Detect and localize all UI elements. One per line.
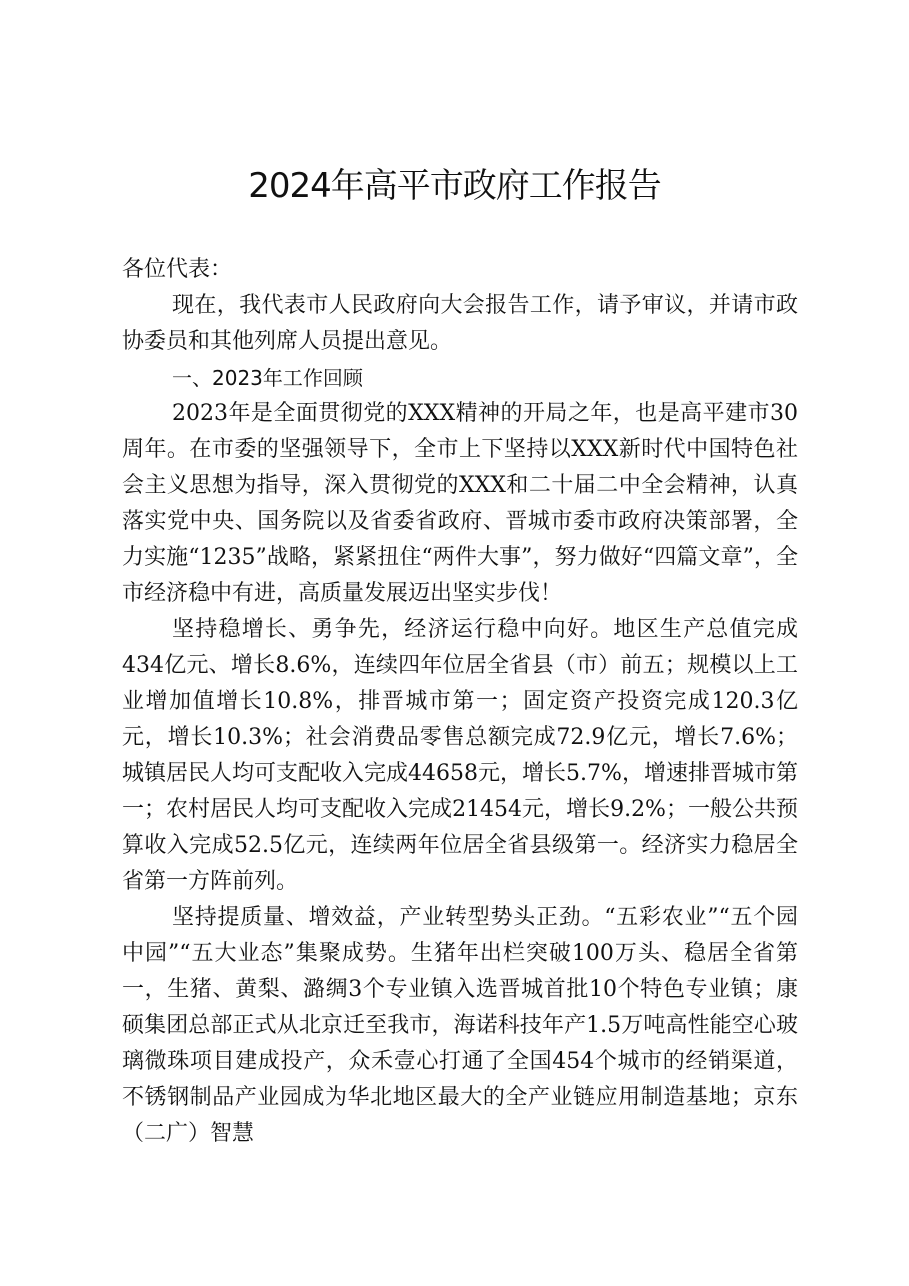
paragraph-industry: 坚持提质量、增效益，产业转型势头正劲。“五彩农业”“五个园中园”“五大业态”集聚成势。生猪年出栏突破100万头、稳居全省第一，生猪、黄梨、潞绸3个专业镇入选晋城首批10个特色专业镇；康硕集团总部正式从北京迁至我市，海诺科技年产1.5万吨高性能空心玻璃微珠项目建成投产，众禾壹心打通了全国454个城市的经销渠道，不锈钢制品产业园成为华北地区最大的全产业链应用制造基地；京东（二广）智慧 — [122, 905, 798, 1146]
section-heading: 一、2023年工作回顾 — [172, 366, 363, 390]
paragraph-intro: 现在，我代表市人民政府向大会报告工作，请予审议，并请市政协委员和其他列席人员提出意见。 — [122, 293, 798, 354]
salutation: 各位代表： — [122, 257, 233, 282]
paragraph-overview: 2023年是全面贯彻党的XXX精神的开局之年，也是高平建市30周年。在市委的坚强领导下，全市上下坚持以XXX新时代中国特色社会主义思想为指导，深入贯彻党的XXX和二十届二中全会精神，认真落实党中央、国务院以及省委省政府、晋城市委市政府决策部署，全力实施“1235”战略，紧紧扭住“两件大事”，努力做好“四篇文章”，全市经济稳中有进，高质量发展迈出坚实步伐！ — [122, 401, 798, 606]
document-title: 2024年高平市政府工作报告 — [248, 166, 661, 206]
paragraph-economy: 坚持稳增长、勇争先，经济运行稳中向好。地区生产总值完成434亿元、增长8.6%，连续四年位居全省县（市）前五；规模以上工业增加值增长10.8%，排晋城市第一；固定资产投资完成120.3亿元，增长10.3%；社会消费品零售总额完成72.9亿元，增长7.6%；城镇居民人均可支配收入完成44658元，增长5.7%，增速排晋城市第一；农村居民人均可支配收入完成21454元，增长9.2%；一般公共预算收入完成52.5亿元，连续两年位居全省县级第一。经济实力稳居全省第一方阵前列。 — [122, 617, 798, 894]
document-body — [122, 252, 798, 1152]
